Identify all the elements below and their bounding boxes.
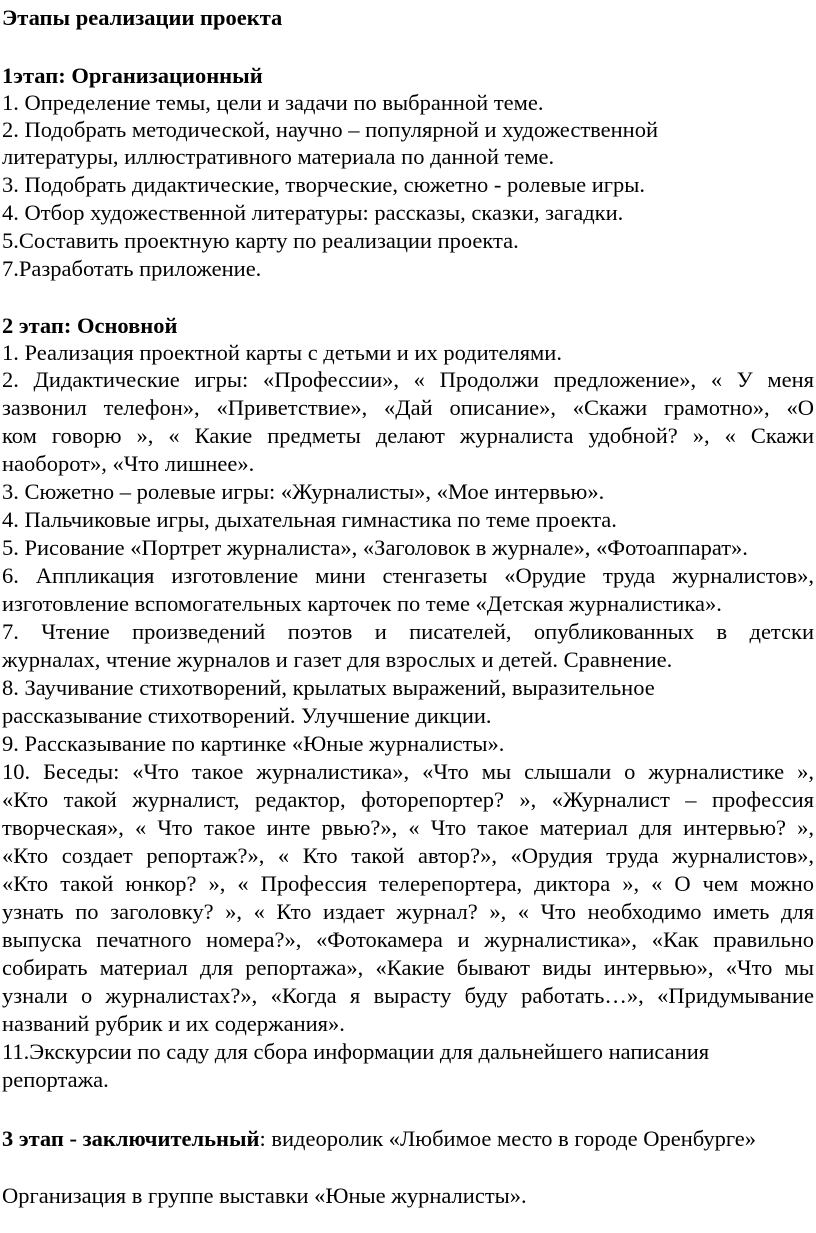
- stage2-line: 2. Дидактические игры: «Профессии», « Продолжи предложение», « У меня: [2, 367, 814, 392]
- stage1-line: 2. Подобрать методической, научно – популярной и художественной: [2, 117, 659, 142]
- stage2-line: 11.Экскурсии по саду для сбора информации для дальнейшего написания: [2, 1039, 710, 1064]
- stage1-line: 5.Составить проектную карту по реализации проекта.: [2, 228, 519, 253]
- stage1-line: 4. Отбор художественной литературы: рассказы, сказки, загадки.: [2, 200, 624, 225]
- stage2-line: «Кто такой юнкор? », « Профессия телерепортера, диктора », « О чем можно: [2, 871, 814, 896]
- stage2-line: 6. Аппликация изготовление мини стенгазеты «Орудие труда журналистов»,: [2, 563, 814, 588]
- stage2-line: «Кто такой журналист, редактор, фоторепортер? », «Журналист – профессия: [2, 787, 814, 812]
- stage2-line: репортажа.: [2, 1067, 109, 1092]
- stage1-line: 3. Подобрать дидактические, творческие, сюжетно - ролевые игры.: [2, 172, 646, 197]
- stage2-line: названий рубрик и их содержания».: [2, 1011, 345, 1036]
- stage2-line: рассказывание стихотворений. Улучшение дикции.: [2, 703, 492, 728]
- stage2-line: 8. Заучивание стихотворений, крылатых выражений, выразительное: [2, 675, 655, 700]
- stage2-line: собирать материал для репортажа», «Какие бывают виды интервью», «Что мы: [2, 955, 814, 980]
- stage2-heading: 2 этап: Основной: [2, 313, 178, 338]
- stage3-heading: 3 этап - заключительный: [2, 1126, 260, 1151]
- stage3-text: : видеоролик «Любимое место в городе Оренбурге»: [259, 1126, 756, 1151]
- stage3-line: [2, 1125, 756, 1153]
- stage2-line: журналах, чтение журналов и газет для взрослых и детей. Сравнение.: [2, 647, 673, 672]
- stage2-line: наоборот», «Что лишнее».: [2, 451, 255, 476]
- stage2-line: выпуска печатного номера?», «Фотокамера и журналистика», «Как правильно: [2, 927, 814, 952]
- stage1-line: литературы, иллюстративного материала по данной теме.: [2, 144, 555, 169]
- stage2-line: «Кто создает репортаж?», « Кто такой автор?», «Орудия труда журналистов»,: [2, 843, 814, 868]
- stage2-line: 3. Сюжетно – ролевые игры: «Журналисты», «Мое интервью».: [2, 479, 605, 504]
- stage2-line: 4. Пальчиковые игры, дыхательная гимнастика по теме проекта.: [2, 507, 617, 532]
- stage2-line: зазвонил телефон», «Приветствие», «Дай описание», «Скажи грамотно», «О: [2, 395, 814, 420]
- stage1-heading: 1этап: Организационный: [2, 63, 263, 88]
- stage2-line: 1. Реализация проектной карты с детьми и их родителями.: [2, 340, 562, 365]
- stage1-line: 7.Разработать приложение.: [2, 256, 262, 281]
- stage2-line: 10. Беседы: «Что такое журналистика», «Что мы слышали о журналистике »,: [2, 759, 814, 784]
- stage2-line: ком говорю », « Какие предметы делают журналиста удобной? », « Скажи: [2, 423, 814, 448]
- stage2-line: 9. Рассказывание по картинке «Юные журналисты».: [2, 731, 505, 756]
- stage2-line: творческая», « Что такое инте рвью?», « Что такое материал для интервью? »,: [2, 815, 814, 840]
- document-title: Этапы реализации проекта: [2, 5, 283, 30]
- stage2-line: изготовление вспомогательных карточек по теме «Детская журналистика».: [2, 591, 722, 616]
- closing-line: Организация в группе выставки «Юные журналисты».: [2, 1183, 527, 1208]
- stage2-line: 7. Чтение произведений поэтов и писателей, опубликованных в детски: [2, 619, 814, 644]
- stage2-line: узнали о журналистах?», «Когда я вырасту буду работать…», «Придумывание: [2, 983, 814, 1008]
- stage1-line: 1. Определение темы, цели и задачи по выбранной теме.: [2, 90, 544, 115]
- stage2-line: узнать по заголовку? », « Кто издает журнал? », « Что необходимо иметь для: [2, 899, 814, 924]
- stage2-line: 5. Рисование «Портрет журналиста», «Заголовок в журнале», «Фотоаппарат».: [2, 535, 748, 560]
